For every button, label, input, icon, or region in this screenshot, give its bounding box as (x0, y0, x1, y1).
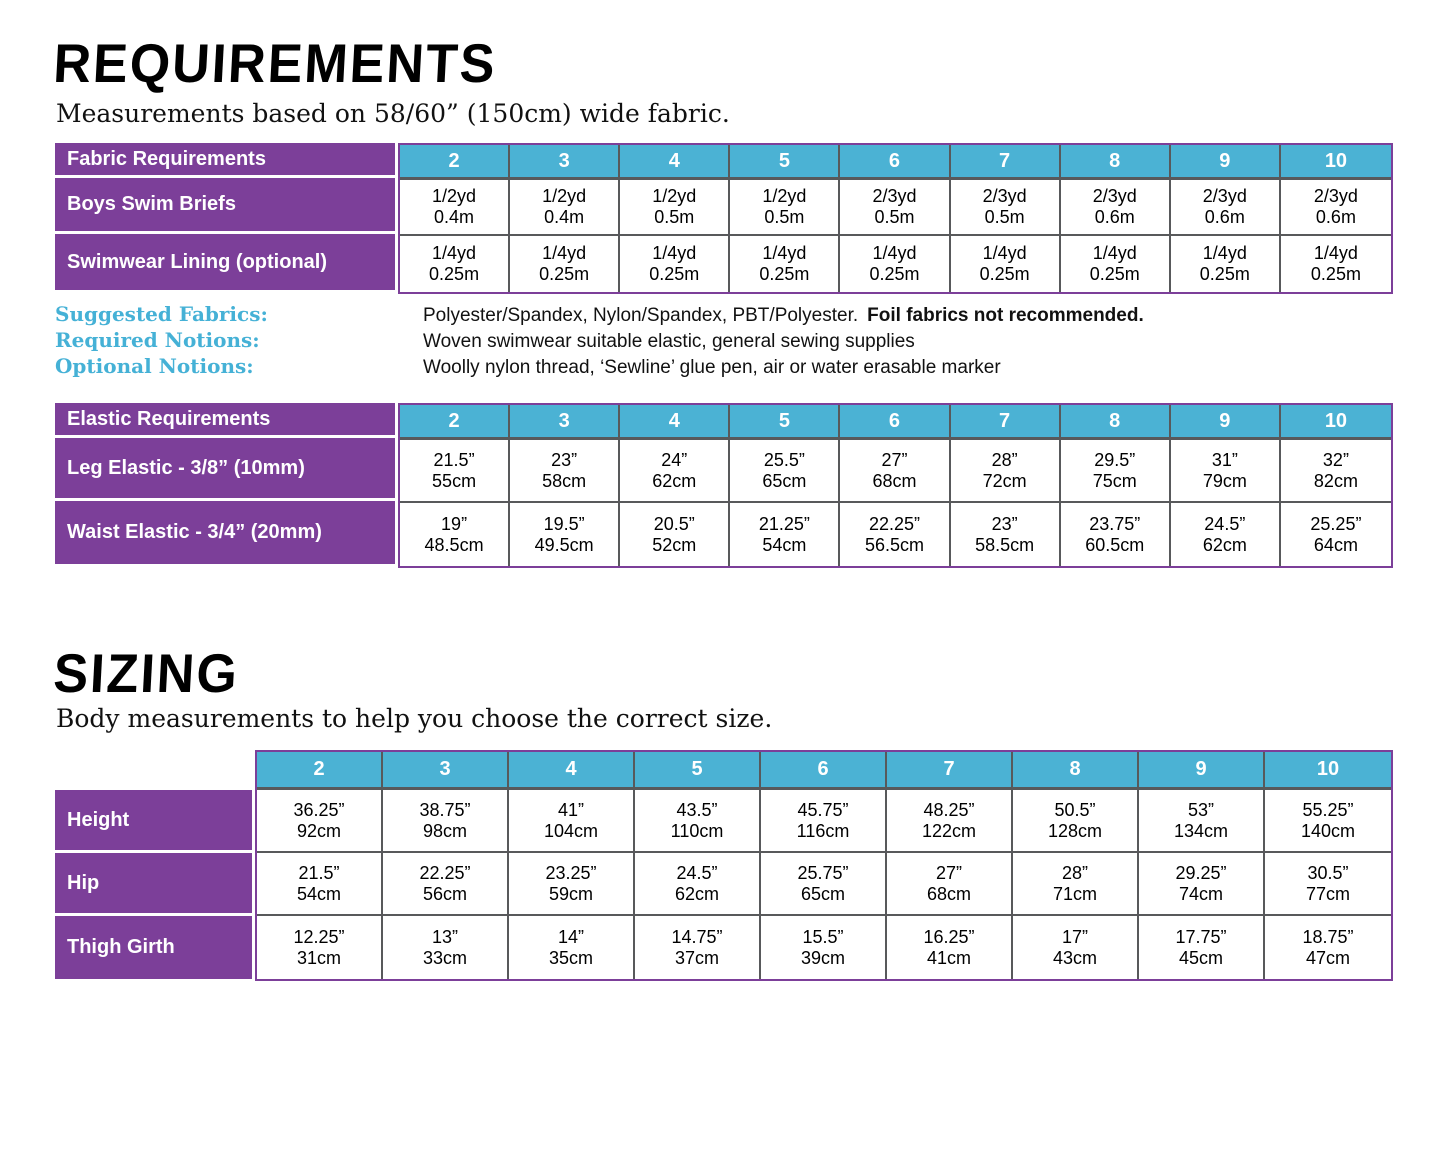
size-header-cell: 2 (400, 405, 510, 440)
table-value-cell: 29.5” 75cm (1061, 440, 1171, 503)
table-value-cell: 1/2yd 0.4m (400, 180, 510, 236)
table-value-cell: 1/4yd 0.25m (400, 236, 510, 292)
table-value-cell: 1/4yd 0.25m (1171, 236, 1281, 292)
table-value-cell: 19” 48.5cm (400, 503, 510, 566)
size-header-cell: 3 (510, 405, 620, 440)
size-header-cell: 3 (510, 145, 620, 180)
table-corner-label: Fabric Requirements (55, 143, 395, 178)
table-value-cell: 1/4yd 0.25m (1281, 236, 1391, 292)
size-header-cell: 10 (1281, 405, 1391, 440)
table-value-cell: 53” 134cm (1139, 790, 1265, 853)
row-label: Leg Elastic - 3/8” (10mm) (55, 438, 395, 501)
table-value-cell: 24.5” 62cm (1171, 503, 1281, 566)
required-notions-row (55, 328, 1395, 354)
optional-notions-text: Woolly nylon thread, ‘Sewline’ glue pen, air or water erasable marker (423, 357, 1001, 378)
table-value-cell: 1/4yd 0.25m (510, 236, 620, 292)
table-value-cell: 13” 33cm (383, 916, 509, 979)
requirements-title: REQUIREMENTS (51, 33, 499, 95)
table-value-cell: 2/3yd 0.6m (1281, 180, 1391, 236)
row-label: Boys Swim Briefs (55, 178, 395, 234)
table-value-cell: 27” 68cm (887, 853, 1013, 916)
table-value-cell: 27” 68cm (840, 440, 950, 503)
sizing-title: SIZING (51, 643, 241, 705)
size-header-cell: 10 (1281, 145, 1391, 180)
required-notions-text: Woven swimwear suitable elastic, general sewing supplies (423, 331, 915, 352)
requirements-subtitle: Measurements based on 58/60” (150cm) wide fabric. (56, 99, 730, 128)
size-header-cell: 8 (1013, 752, 1139, 790)
size-header-cell: 8 (1061, 405, 1171, 440)
table-value-cell: 19.5” 49.5cm (510, 503, 620, 566)
size-header-cell: 6 (840, 405, 950, 440)
table-value-cell: 23” 58cm (510, 440, 620, 503)
foil-warning-text: Foil fabrics not recommended. (867, 305, 1144, 326)
table-value-cell: 2/3yd 0.5m (840, 180, 950, 236)
table-value-cell: 55.25” 140cm (1265, 790, 1391, 853)
table-value-cell: 25.75” 65cm (761, 853, 887, 916)
size-header-cell: 2 (400, 145, 510, 180)
table-value-cell: 28” 72cm (951, 440, 1061, 503)
table-value-cell: 23” 58.5cm (951, 503, 1061, 566)
size-header-cell: 7 (887, 752, 1013, 790)
suggested-fabrics-label: Suggested Fabrics: (55, 302, 268, 326)
table-value-cell: 1/4yd 0.25m (1061, 236, 1171, 292)
table-value-cell: 48.25” 122cm (887, 790, 1013, 853)
table-value-cell: 2/3yd 0.5m (951, 180, 1061, 236)
elastic-requirements-table (55, 403, 1393, 568)
table-value-cell: 20.5” 52cm (620, 503, 730, 566)
sizing-subtitle: Body measurements to help you choose the correct size. (56, 704, 773, 733)
size-header-cell: 5 (730, 145, 840, 180)
table-value-cell: 1/4yd 0.25m (840, 236, 950, 292)
table-value-cell: 21.25” 54cm (730, 503, 840, 566)
table-value-cell: 2/3yd 0.6m (1061, 180, 1171, 236)
table-value-cell: 18.75” 47cm (1265, 916, 1391, 979)
size-header-cell: 6 (840, 145, 950, 180)
row-label: Swimwear Lining (optional) (55, 234, 395, 290)
size-header-cell: 8 (1061, 145, 1171, 180)
table-corner-spacer (55, 750, 252, 790)
row-label: Hip (55, 853, 252, 916)
table-value-cell: 43.5” 110cm (635, 790, 761, 853)
suggested-fabrics-row (55, 302, 1395, 328)
table-value-cell: 50.5” 128cm (1013, 790, 1139, 853)
table-value-cell: 21.5” 54cm (257, 853, 383, 916)
table-value-cell: 14” 35cm (509, 916, 635, 979)
table-value-cell: 23.75” 60.5cm (1061, 503, 1171, 566)
table-value-cell: 17.75” 45cm (1139, 916, 1265, 979)
table-value-cell: 21.5” 55cm (400, 440, 510, 503)
table-value-cell: 32” 82cm (1281, 440, 1391, 503)
optional-notions-row (55, 354, 1395, 380)
size-header-cell: 3 (383, 752, 509, 790)
size-header-cell: 4 (620, 145, 730, 180)
size-header-cell: 10 (1265, 752, 1391, 790)
table-value-cell: 30.5” 77cm (1265, 853, 1391, 916)
table-value-cell: 36.25” 92cm (257, 790, 383, 853)
optional-notions-label: Optional Notions: (55, 354, 254, 378)
table-value-cell: 1/2yd 0.5m (620, 180, 730, 236)
size-header-cell: 6 (761, 752, 887, 790)
table-value-cell: 1/4yd 0.25m (620, 236, 730, 292)
table-value-cell: 24” 62cm (620, 440, 730, 503)
size-header-cell: 7 (951, 145, 1061, 180)
size-header-cell: 2 (257, 752, 383, 790)
table-value-cell: 15.5” 39cm (761, 916, 887, 979)
size-header-cell: 4 (509, 752, 635, 790)
table-value-cell: 45.75” 116cm (761, 790, 887, 853)
table-value-cell: 1/2yd 0.4m (510, 180, 620, 236)
size-header-cell: 4 (620, 405, 730, 440)
table-value-cell: 29.25” 74cm (1139, 853, 1265, 916)
size-header-cell: 9 (1171, 405, 1281, 440)
table-value-cell: 2/3yd 0.6m (1171, 180, 1281, 236)
table-value-cell: 24.5” 62cm (635, 853, 761, 916)
row-label: Height (55, 790, 252, 853)
size-header-cell: 9 (1171, 145, 1281, 180)
table-value-cell: 38.75” 98cm (383, 790, 509, 853)
table-value-cell: 25.25” 64cm (1281, 503, 1391, 566)
size-header-cell: 7 (951, 405, 1061, 440)
table-value-cell: 1/2yd 0.5m (730, 180, 840, 236)
table-value-cell: 14.75” 37cm (635, 916, 761, 979)
table-value-cell: 25.5” 65cm (730, 440, 840, 503)
table-value-cell: 31” 79cm (1171, 440, 1281, 503)
required-notions-label: Required Notions: (55, 328, 260, 352)
table-value-cell: 12.25” 31cm (257, 916, 383, 979)
notions-block (55, 302, 1395, 380)
table-value-cell: 1/4yd 0.25m (951, 236, 1061, 292)
table-value-cell: 41” 104cm (509, 790, 635, 853)
table-value-cell: 23.25” 59cm (509, 853, 635, 916)
body-measurements-table (55, 750, 1393, 981)
size-header-cell: 9 (1139, 752, 1265, 790)
row-label: Thigh Girth (55, 916, 252, 979)
size-header-cell: 5 (635, 752, 761, 790)
suggested-fabrics-text: Polyester/Spandex, Nylon/Spandex, PBT/Polyester. Foil fabrics not recommended. (423, 305, 1144, 326)
row-label: Waist Elastic - 3/4” (20mm) (55, 501, 395, 564)
table-value-cell: 22.25” 56.5cm (840, 503, 950, 566)
table-value-cell: 28” 71cm (1013, 853, 1139, 916)
table-value-cell: 16.25” 41cm (887, 916, 1013, 979)
table-value-cell: 22.25” 56cm (383, 853, 509, 916)
table-corner-label: Elastic Requirements (55, 403, 395, 438)
table-value-cell: 17” 43cm (1013, 916, 1139, 979)
table-value-cell: 1/4yd 0.25m (730, 236, 840, 292)
size-header-cell: 5 (730, 405, 840, 440)
fabric-requirements-table (55, 143, 1393, 294)
